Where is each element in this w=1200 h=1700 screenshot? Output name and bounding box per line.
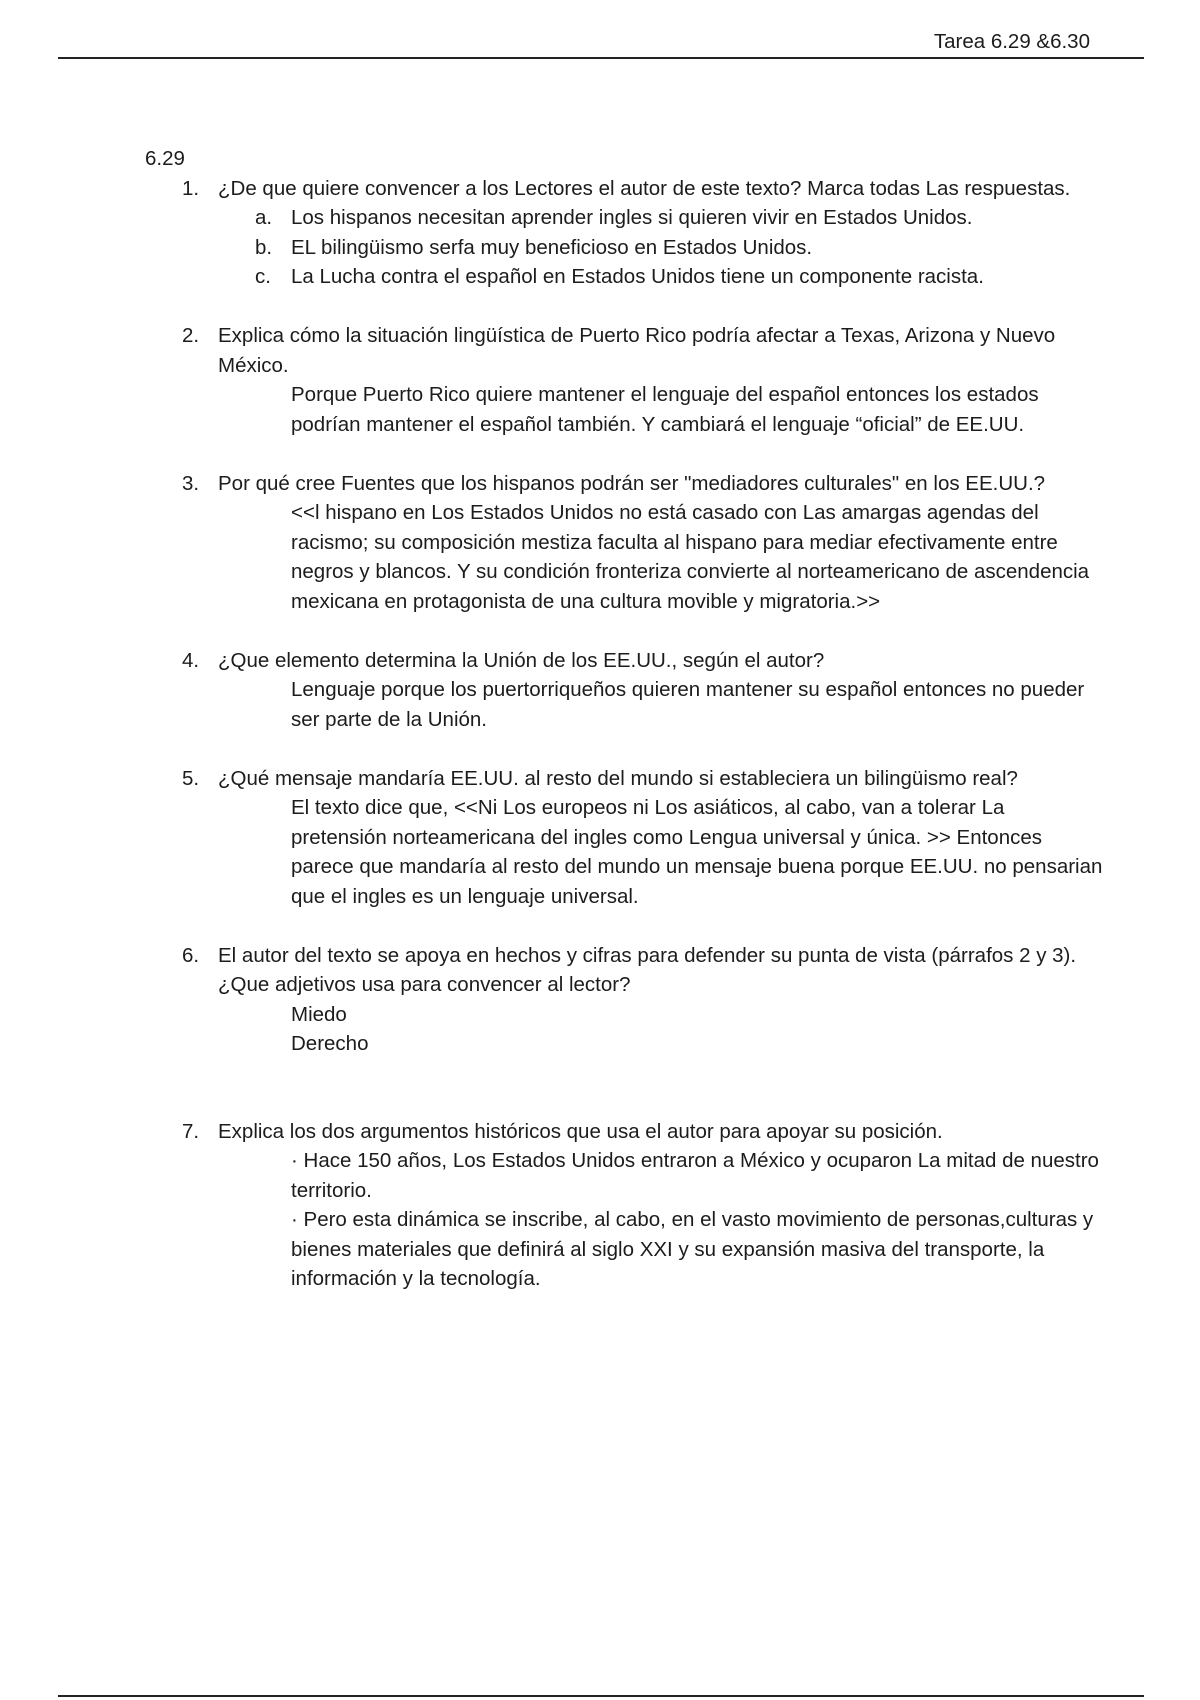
answer-line: Porque Puerto Rico quiere mantener el lenguaje del español entonces los estados podrían mantener el español también. Y cambiará el lenguaje “oficial” de EE.UU. [291,383,1039,436]
question-3 [145,469,1105,617]
question-text: Por qué cree Fuentes que los hispanos podrán ser "mediadores culturales" en los EE.UU.? [218,471,1046,495]
question-number: 2. [182,324,200,347]
answer-options [218,203,1105,292]
answer-line: Lenguaje porque los puertorriqueños quieren mantener su español entonces no pueder ser parte de la Unión. [291,678,1085,731]
option-text: La Lucha contra el español en Estados Unidos tiene un componente racista. [291,265,984,288]
question-number: 1. [182,176,200,200]
question-text: ¿Que elemento determina la Unión de los EE.UU., según el autor? [218,648,825,672]
page-header-title: Tarea 6.29 &6.30 [933,30,1090,53]
option-text: Los hispanos necesitan aprender ingles si quieren vivir en Estados Unidos. [291,206,973,229]
question-1 [145,174,1105,292]
question-text: ¿Qué mensaje mandaría EE.UU. al resto del mundo si estableciera un bilingüismo real? [218,766,1018,790]
answer-line: El texto dice que, <<Ni Los europeos ni Los asiáticos, al cabo, van a tolerar La pretensión norteamericana del ingles como Lengua universal y única. >> Entonces parece que mandaría al resto del mundo un mensaje buena porque EE.UU. no pensarian que el ingles es un lenguaje universal. [291,796,1103,908]
question-text: Explica los dos argumentos históricos que usa el autor para apoyar su posición. [218,1119,943,1143]
option-letter: a. [255,206,273,229]
question-number: 6. [182,943,200,967]
answer-line: · Hace 150 años, Los Estados Unidos entraron a México y ocuparon La mitad de nuestro territorio. [291,1149,1099,1202]
question-text: ¿De que quiere convencer a los Lectores el autor de este texto? Marca todas Las respuestas. [218,176,1071,200]
answer-text [218,498,1105,616]
document-body [145,144,1105,1294]
option-letter: c. [255,265,271,288]
question-6 [145,941,1105,1059]
option-letter: b. [255,235,273,259]
question-5 [145,764,1105,912]
question-2 [145,321,1105,439]
header-divider [58,57,1144,59]
option-text: EL bilingüismo serfa muy beneficioso en Estados Unidos. [291,235,813,259]
answer-text [218,793,1105,911]
question-4 [145,646,1105,735]
question-number: 5. [182,766,200,790]
answer-text [218,1146,1105,1294]
footer-divider [58,1695,1144,1697]
option-b [218,233,1105,263]
question-number: 7. [182,1119,200,1143]
answer-line: · Pero esta dinámica se inscribe, al cabo, en el vasto movimiento de personas,culturas y bienes materiales que definirá al siglo XXI y su expansión masiva del transporte, la información y la tecnología. [291,1208,1094,1290]
question-text: Explica cómo la situación lingüística de Puerto Rico podría afectar a Texas, Arizona y Nuevo México. [218,324,1056,377]
question-text: El autor del texto se apoya en hechos y cifras para defender su punta de vista (párrafos 2 y 3). ¿Que adjetivos usa para convencer al lector? [218,943,1077,996]
answer-text [218,675,1105,734]
answer-line: Miedo [291,1002,347,1026]
answer-line: Derecho [291,1032,369,1055]
answer-line: <<l hispano en Los Estados Unidos no está casado con Las amargas agendas del racismo; su composición mestiza faculta al hispano para mediar efectivamente entre negros y blancos. Y su condición fronteriza convierte al norteamericano de ascendencia mexicana en protagonista de una cultura movible y migratoria.>> [291,501,1090,613]
answer-text [218,380,1105,439]
option-c [218,262,1105,292]
option-a [218,203,1105,233]
section-label: 6.29 [145,147,185,170]
question-7 [145,1117,1105,1294]
question-number: 4. [182,648,200,672]
question-number: 3. [182,471,200,495]
answer-text [218,1000,1105,1059]
